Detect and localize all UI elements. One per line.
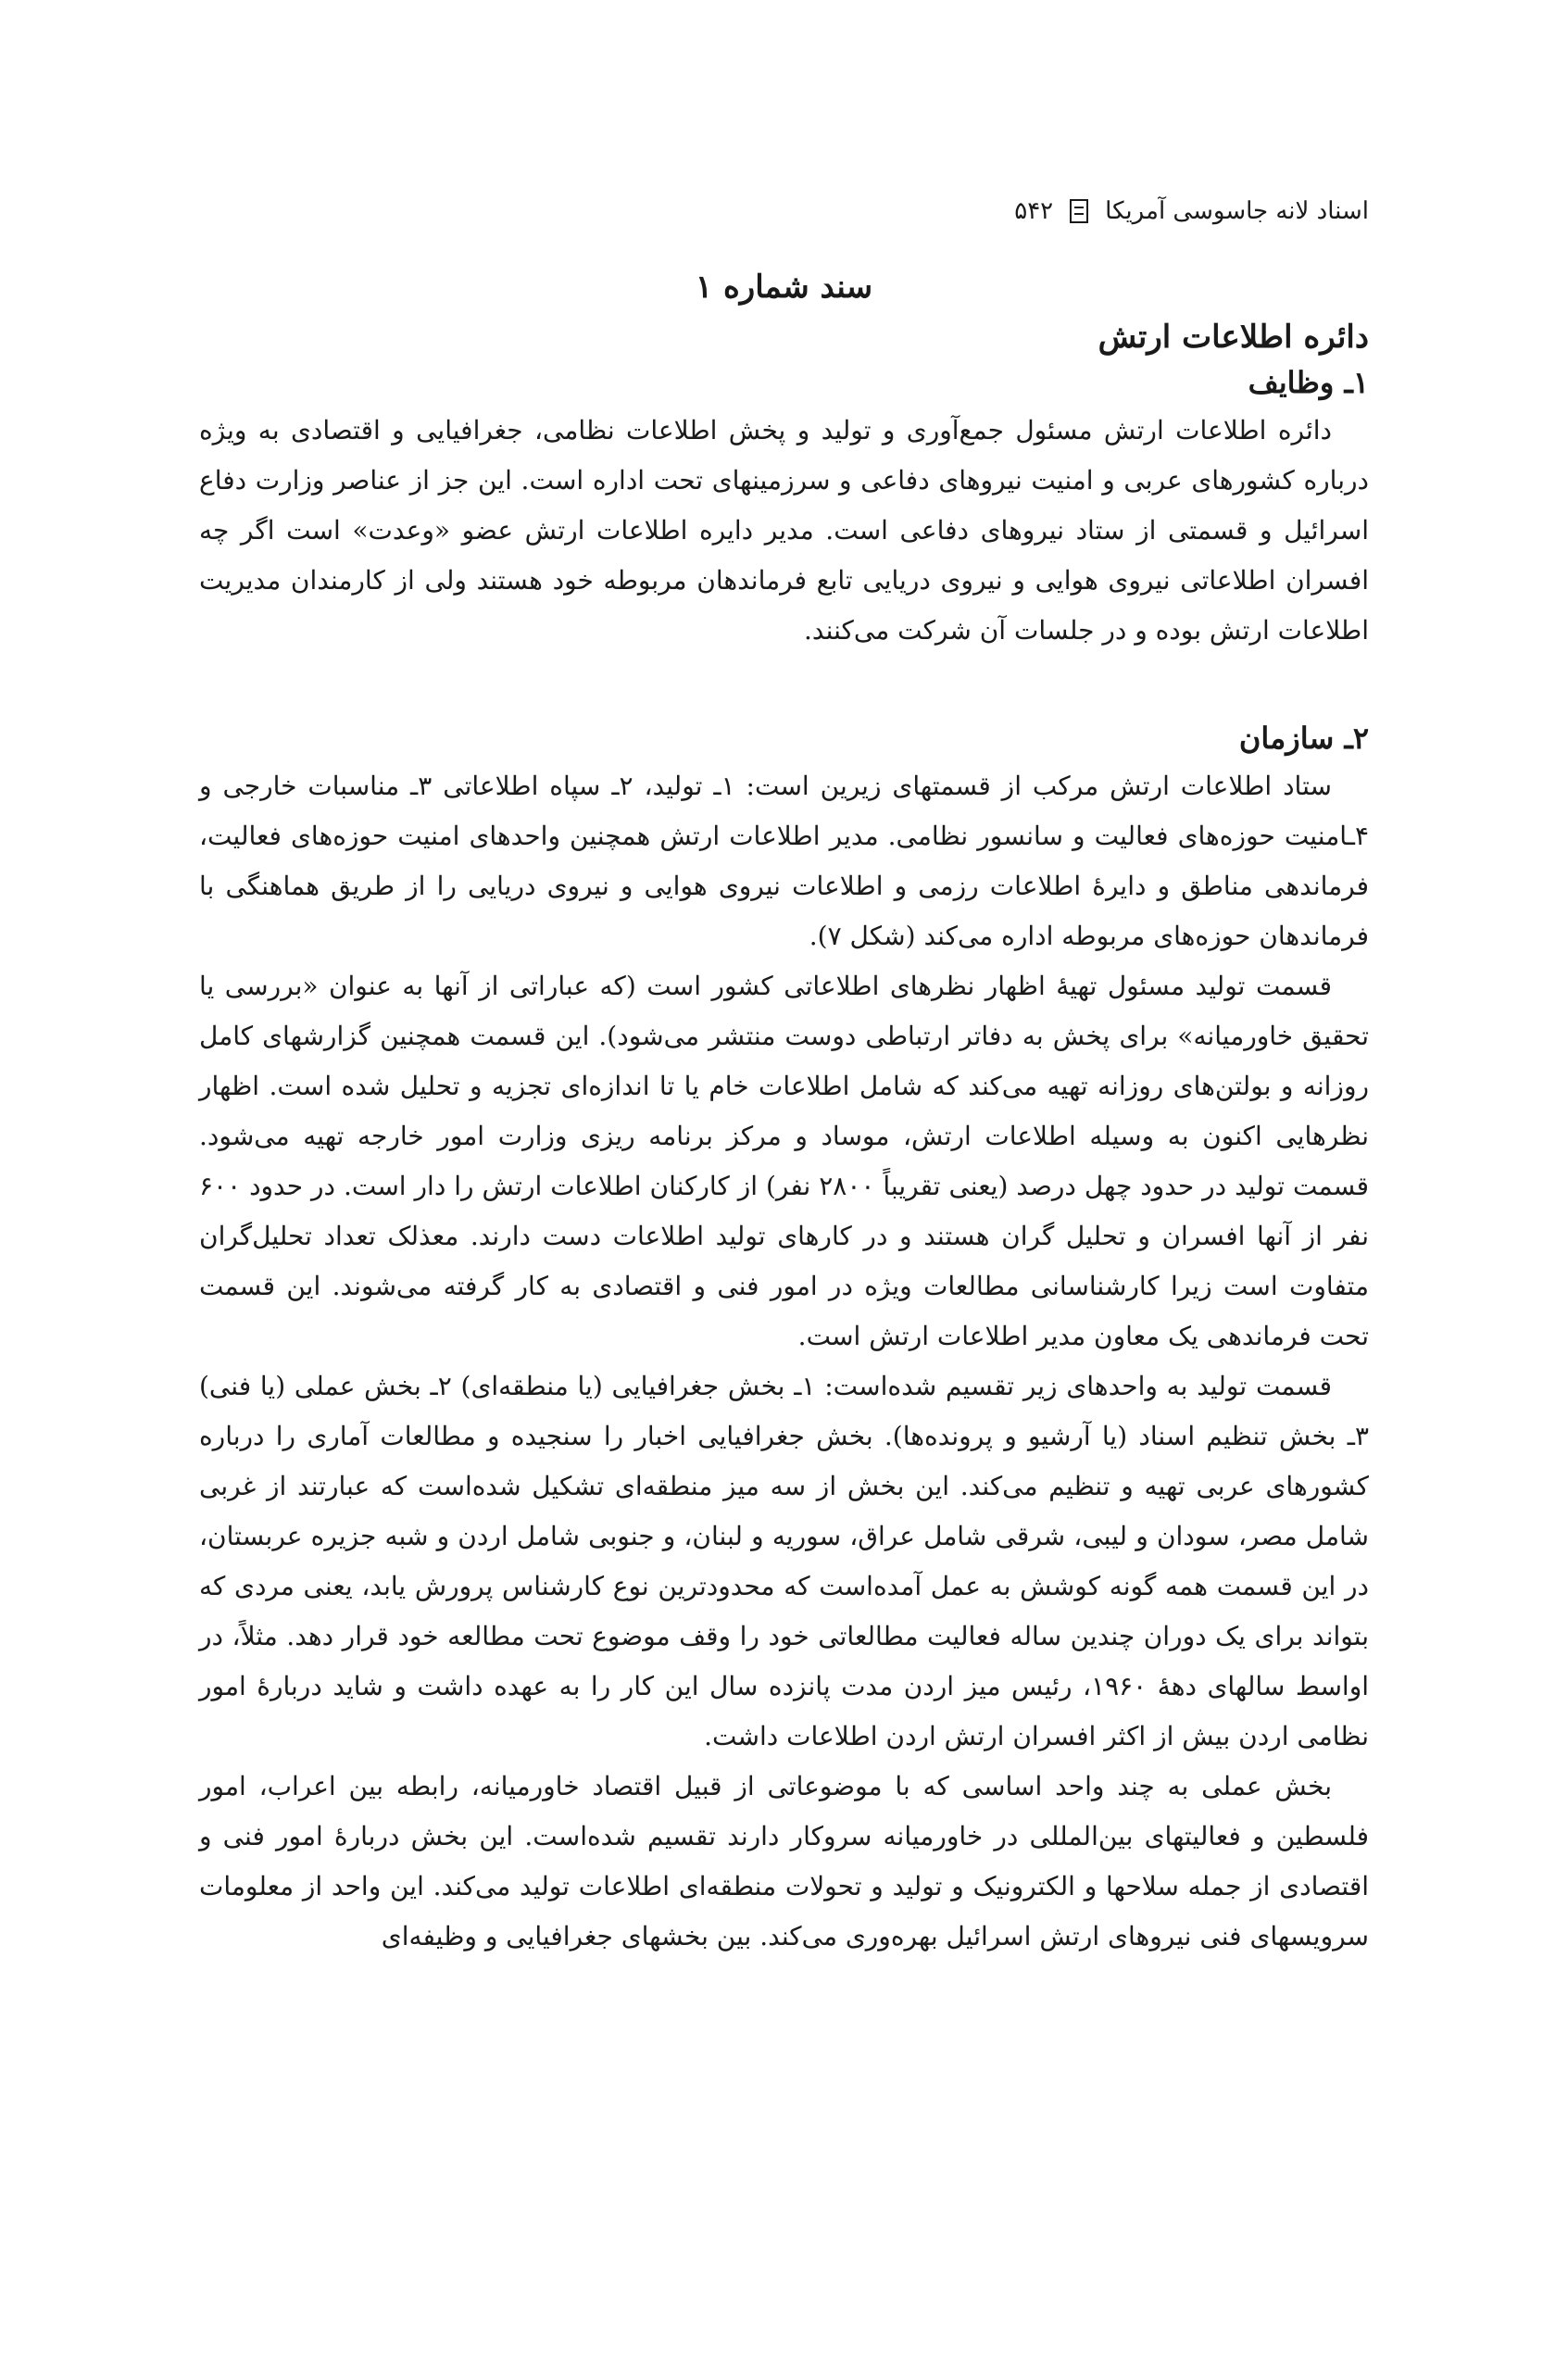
document-title: سند شماره ۱ [695, 269, 873, 306]
subheading-duties: ۱ـ وظایف [1248, 365, 1369, 400]
book-title: اسناد لانه جاسوسی آمریکا [1105, 197, 1369, 225]
running-header [519, 191, 1369, 232]
page-content [199, 269, 1369, 1962]
section-title: دائره اطلاعات ارتش [1098, 319, 1369, 356]
paragraph: ستاد اطلاعات ارتش مرکب از قسمتهای زیرین است: ۱ـ تولید، ۲ـ سپاه اطلاعاتی ۳ـ مناسبات خارجی و ۴ـامنیت حوزه‌های فعالیت و سانسور نظامی. مدیر اطلاعات ارتش همچنین واحدهای امنیت حوزه‌های فعالیت، فرماندهی مناطق و دایرهٔ اطلاعات رزمی و اطلاعات نیروی هوایی و نیروی دریایی را از طریق هماهنگی با فرماندهان حوزه‌های مربوطه اداره می‌کند (شکل ۷). [199, 771, 1369, 951]
paragraph: قسمت تولید مسئول تهیهٔ اظهار نظرهای اطلاعاتی کشور است (که عباراتی از آنها به عنوان «بررسی یا تحقیق خاورمیانه» برای پخش به دفاتر ارتباطی دوست منتشر می‌شود). این قسمت همچنین گزارشهای کامل روزانه و بولتن‌های روزانه تهیه می‌کند که شامل اطلاعات خام یا تا اندازه‌ای تجزیه و تحلیل شده است. اظهار نظرهایی اکنون به وسیله اطلاعات ارتش، موساد و مرکز برنامه ریزی وزارت امور خارجه تهیه می‌شود. قسمت تولید در حدود چهل درصد (یعنی تقریباً ۲۸۰۰ نفر) از کارکنان اطلاعات ارتش را دار است. در حدود ۶۰۰ نفر از آنها افسران و تحلیل گران هستند و در کارهای تولید اطلاعات دست دارند. معذلک تعداد تحلیل‌گران متفاوت است زیرا کارشناسانی مطالعات ویژه در امور فنی و اقتصادی به کار گرفته می‌شوند. این قسمت تحت فرماندهی یک معاون مدیر اطلاعات ارتش است. [199, 971, 1370, 1351]
section-gap [199, 656, 1369, 721]
document-icon [1070, 199, 1088, 223]
subheading-organization: ۲ـ سازمان [1238, 721, 1369, 756]
paragraph: دائره اطلاعات ارتش مسئول جمع‌آوری و تولید و پخش اطلاعات نظامی، جغرافیایی و اقتصادی به ویژه درباره کشورهای عربی و امنیت نیروهای دفاعی و سرزمینهای تحت اداره است. این جز از عناصر وزارت دفاع اسرائیل و قسمتی از ستاد نیروهای دفاعی است. مدیر دایره اطلاعات ارتش عضو «وعدت» است اگر چه افسران اطلاعاتی نیروی هوایی و نیروی دریایی تابع فرماندهان مربوطه خود هستند ولی از کارمندان مدیریت اطلاعات ارتش بوده و در جلسات آن شرکت می‌کنند. [199, 415, 1369, 646]
paragraph: قسمت تولید به واحدهای زیر تقسیم شده‌است: ۱ـ بخش جغرافیایی (یا منطقه‌ای) ۲ـ بخش عملی (یا فنی) ۳ـ بخش تنظیم اسناد (یا آرشیو و پرونده‌ها). بخش جغرافیایی اخبار را سنجیده و مطالعات آماری را درباره کشورهای عربی تهیه و تنظیم می‌کند. این بخش از سه میز منطقه‌ای تشکیل شده‌است که عبارتند از غربی شامل مصر، سودان و لیبی، شرقی شامل عراق، سوریه و لبنان، و جنوبی شامل اردن و شبه جزیره عربستان، در این قسمت همه گونه کوشش به عمل آمده‌است که محدودترین نوع کارشناس پرورش یابد، یعنی مردی که بتواند برای یک دوران چندین ساله فعالیت مطالعاتی خود را وقف موضوع تحت مطالعه خود قرار دهد. مثلاً، در اواسط سالهای دههٔ ۱۹۶۰، رئیس میز اردن مدت پانزده سال این کار را به عهده داشت و شاید دربارهٔ امور نظامی اردن بیش از اکثر افسران ارتش اردن اطلاعات داشت. [199, 1371, 1369, 1751]
paragraph: بخش عملی به چند واحد اساسی که با موضوعاتی از قبیل اقتصاد خاورمیانه، رابطه بین اعراب، امور فلسطین و فعالیتهای بین‌المللی در خاورمیانه سروکار دارند تقسیم شده‌است. این بخش دربارهٔ امور فنی و اقتصادی از جمله سلاحها و الکترونیک و تولید و تحولات منطقه‌ای اطلاعات تولید می‌کند. این واحد از معلومات سرویسهای فنی نیروهای ارتش اسرائیل بهره‌وری می‌کند. بین بخشهای جغرافیایی و وظیفه‌ای [199, 1771, 1369, 1951]
page-number: ۵۴۲ [1014, 197, 1054, 225]
